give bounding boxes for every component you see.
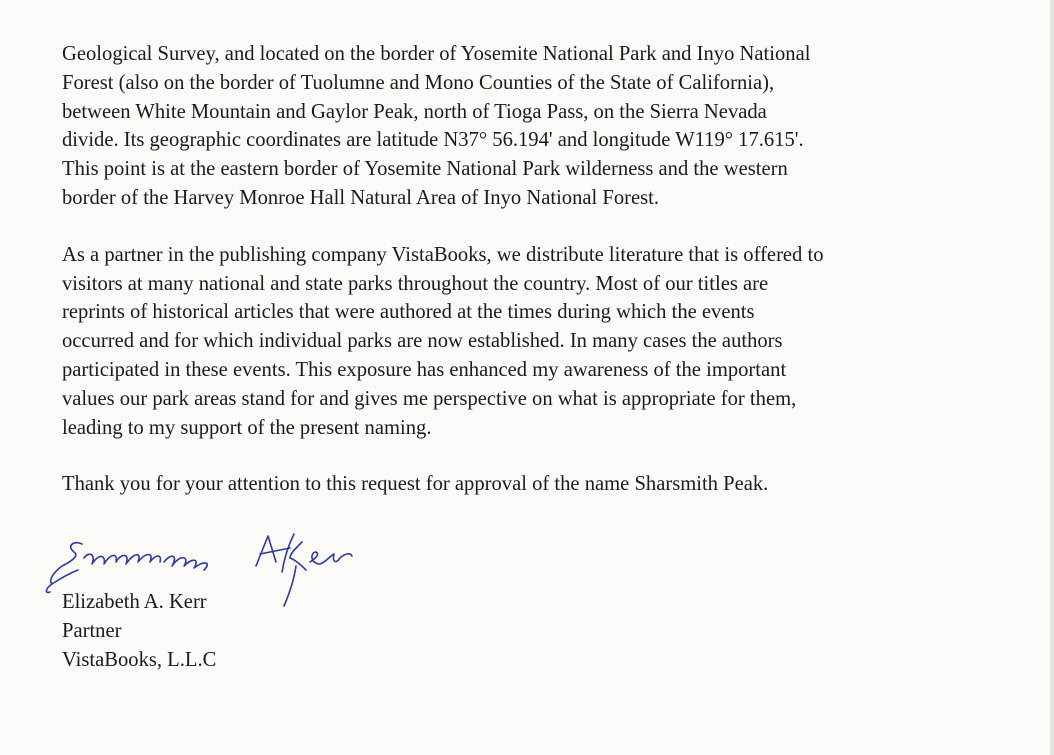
- signer-company: VistaBooks, L.L.C: [62, 649, 217, 671]
- signer-title: Partner: [62, 620, 122, 642]
- letter-body: [62, 40, 1047, 499]
- text-line: reprints of historical articles that were authored at the times during which the events: [62, 301, 755, 324]
- paragraph-location: [62, 40, 1047, 213]
- signer-name: Elizabeth A. Kerr: [62, 591, 207, 613]
- text-line: occurred and for which individual parks are now established. In many cases the authors: [62, 330, 783, 353]
- page-edge: [1050, 0, 1054, 755]
- paragraph-partner: [62, 241, 1047, 443]
- text-line: participated in these events. This exposure has enhanced my awareness of the important: [62, 358, 787, 381]
- text-line: Forest (also on the border of Tuolumne and Mono Counties of the State of California),: [62, 71, 775, 94]
- text-line: divide. Its geographic coordinates are latitude N37° 56.194' and longitude W119° 17.615'.: [62, 129, 804, 152]
- text-line: This point is at the eastern border of Yosemite National Park wilderness and the western: [62, 158, 788, 181]
- text-line: border of the Harvey Monroe Hall Natural Area of Inyo National Forest.: [62, 186, 660, 209]
- closing-line: Thank you for your attention to this request for approval of the name Sharsmith Peak.: [62, 473, 769, 496]
- text-line: Geological Survey, and located on the border of Yosemite National Park and Inyo National: [62, 43, 811, 65]
- text-line: between White Mountain and Gaylor Peak, north of Tioga Pass, on the Sierra Nevada: [62, 100, 767, 123]
- signature-details: [62, 588, 216, 675]
- text-line: values our park areas stand for and gives me perspective on what is appropriate for them,: [62, 387, 797, 410]
- text-line: As a partner in the publishing company VistaBooks, we distribute literature that is offered to: [62, 243, 824, 266]
- text-line: leading to my support of the present naming.: [62, 416, 432, 439]
- text-line: visitors at many national and state parks throughout the country. Most of our titles are: [62, 272, 769, 295]
